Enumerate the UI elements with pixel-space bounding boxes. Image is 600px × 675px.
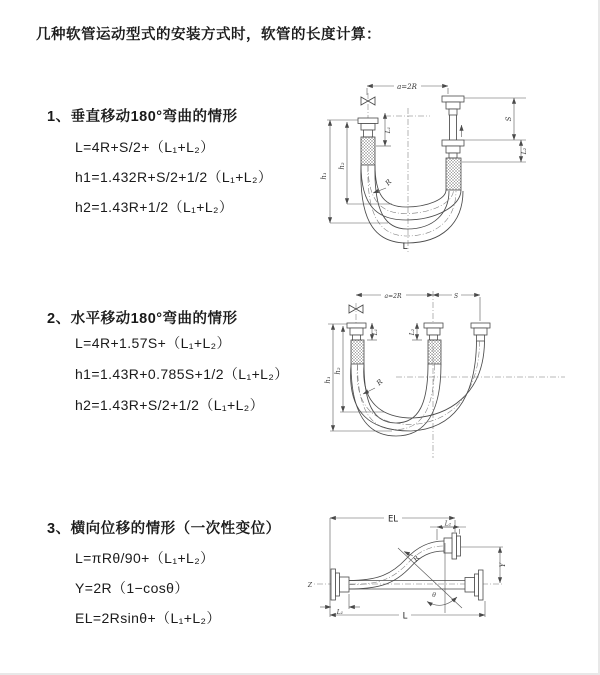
dimension-l2 <box>409 323 422 340</box>
radius-label: R <box>383 177 394 188</box>
right-pipe-fitting <box>442 96 464 190</box>
section-2-heading: 2、水平移动180°弯曲的情形 <box>47 311 238 327</box>
dim-l1-label: L₁ <box>372 328 379 336</box>
dimension-a2r <box>356 291 433 300</box>
datum-z-label: Z <box>307 582 313 589</box>
dimension-l1 <box>367 323 379 340</box>
dim-l1-label: L₁ <box>336 609 344 616</box>
section-1-heading: 1、垂直移动180°弯曲的情形 <box>47 109 238 125</box>
dim-h2-label: h₂ <box>338 162 346 170</box>
section-3-formula-EL: EL=2Rsinθ+（L₁+L₂） <box>75 610 221 626</box>
right-pipe-fitting <box>471 323 490 341</box>
dimension-s <box>462 98 526 162</box>
dim-l2-label: L₂ <box>409 328 416 336</box>
dim-h2-label: h₂ <box>334 367 342 375</box>
section-2-formula-L: L=4R+1.57S+（L₁+L₂） <box>75 335 231 351</box>
section-1-formula-L: L=4R+S/2+（L₁+L₂） <box>75 139 215 155</box>
dimension-a2r <box>367 81 448 95</box>
dimension-s <box>433 291 480 321</box>
hose-length-label: L <box>402 242 408 252</box>
dim-l-label: L <box>402 611 408 622</box>
dim-el-label: EL <box>387 514 399 525</box>
dim-l1-label: L₁ <box>385 126 392 134</box>
dim-h1-label: h₁ <box>320 172 328 180</box>
dim-h1-label: h₁ <box>324 376 332 384</box>
section-2-formula-h1: h1=1.43R+0.785S+1/2（L₁+L₂） <box>75 366 289 382</box>
dimension-l2 <box>521 140 528 162</box>
dim-l2-label: L₂ <box>444 520 452 528</box>
section-3-formula-Y: Y=2R（1−cosθ） <box>75 580 189 596</box>
dim-y-label: Y <box>499 562 507 568</box>
diagram-horizontal-180 <box>315 289 574 460</box>
dimension-l <box>330 601 485 622</box>
hose-curves <box>351 341 485 436</box>
section-3-formula-L: L=πRθ/90+（L₁+L₂） <box>75 550 215 566</box>
section-3-heading: 3、横向位移的情形（一次性变位） <box>47 521 281 537</box>
dimension-l1 <box>320 594 360 616</box>
diagram-vertical-180 <box>312 76 545 260</box>
radius-label: R <box>375 377 385 388</box>
dimension-h1 <box>320 120 388 223</box>
middle-pipe-fitting <box>424 323 443 364</box>
section-1-formula-h1: h1=1.432R+S/2+1/2（L₁+L₂） <box>75 169 273 185</box>
right-flange-fitting <box>349 570 483 600</box>
centerlines <box>356 291 565 458</box>
left-flange-fitting <box>331 569 349 600</box>
dim-a2r-label: a=2R <box>384 293 402 300</box>
dim-l2-label: L₂ <box>521 147 528 155</box>
dim-s-label: S <box>453 293 459 300</box>
left-pipe-fitting <box>358 118 378 165</box>
left-pipe-fitting <box>347 323 366 364</box>
page-title: 几种软管运动型式的安装方式时，软管的长度计算： <box>36 27 381 43</box>
dim-s-label: S <box>505 116 513 122</box>
dim-a2r-label: a=2R <box>397 83 417 91</box>
theta-label: θ <box>432 592 436 599</box>
section-1-formula-h2: h2=1.43R+1/2（L₁+L₂） <box>75 199 234 215</box>
hose-curves <box>349 541 444 589</box>
radius-label: R <box>411 554 422 564</box>
upper-flange-fitting <box>444 533 461 559</box>
diagram-lateral-displacement <box>303 512 513 626</box>
section-2-formula-h2: h2=1.43R+S/2+1/2（L₁+L₂） <box>75 397 265 413</box>
